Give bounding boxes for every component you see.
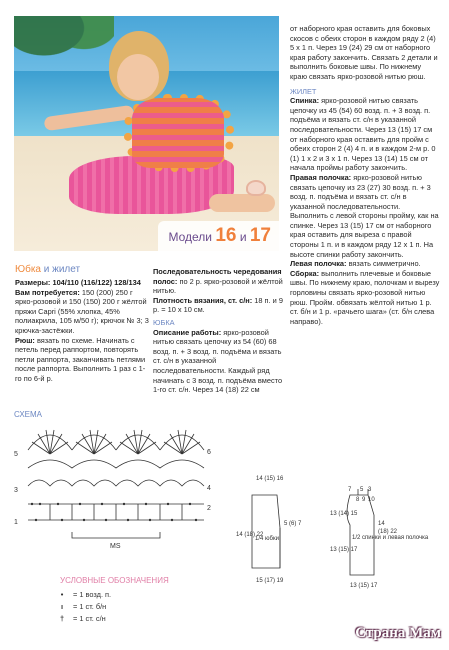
back-text: ярко-розовой нитью связать цепочку из 45 (54) 60 возд. п. + 3 возд. п. подъёма и вязать ст. с/н в указанной последовательности. Через 13 (15) 17 см от наборного края оставить для пройм с обеих сторон 2 (4) 4 п. и в каждом 2-м р. 0 (1) 1 x 2 и 3 x 1 п. Через 13 (14) 15 см от начала проймы работу закончить.: [290, 96, 436, 173]
models-badge: [158, 221, 279, 251]
vest-top-sub-3: 10: [368, 497, 375, 503]
vest-top-num-2: 5: [360, 487, 364, 493]
double-crochet-icon: †: [59, 614, 65, 623]
legend-title: УСЛОВНЫЕ ОБОЗНАЧЕНИЯ: [60, 576, 169, 585]
badge-number-2: 17: [249, 225, 271, 246]
palm-leaves: [14, 16, 114, 76]
row-label-5: 5: [14, 451, 18, 458]
crochet-schema-diagram: [10, 420, 215, 555]
right-intro: от наборного края оставить для боковых скосов с обеих сторон в каждом ряду 2 (4) 5 x 1 п. Через 19 (24) 29 см от наборного края работу закончить. Связать 2 детали и выполнить боковые швы. По нижнему краю связать ярко-розовой нитью рюш.: [290, 24, 438, 81]
row-label-1: 1: [14, 519, 18, 526]
legend-item: [55, 602, 106, 611]
ruche-paragraph: [15, 336, 150, 384]
badge-number-1: 16: [215, 225, 237, 246]
legend-item: [55, 590, 111, 599]
right-front-text: ярко-розовой нитью связать цепочку из 23 (27) 30 возд. п. + 3 возд. п. подъёма и вязать ст. с/н в указанной последовательности. Выполнить с левой стороны пройму, как на спинке. Через 13 (15) 17 см от наборного края оставить для выреза с правой стороны 1 п. и в каждом ряду 12 x 1 п. На высоте спинки работу закончить.: [290, 172, 439, 259]
skirt-width-top: 14 (15) 16: [256, 476, 284, 482]
description-paragraph: [153, 328, 283, 395]
legend-item-text: = 1 ст. с/н: [73, 614, 106, 623]
legend-item: [55, 614, 106, 623]
schema-title: СХЕМА: [14, 410, 42, 419]
left-front-label: Левая полочка:: [290, 259, 347, 269]
title-part-b: и жилет: [43, 264, 81, 275]
back-label: Спинка:: [290, 96, 320, 106]
ruche-text: вязать по схеме. Начинать с петель перед раппортом, повторять петли раппорта, заканчивать петлями после раппорта. Выполнить 1 раз с 1-го по 6-й р.: [15, 335, 146, 383]
child-legs: [209, 194, 275, 212]
sizes-label: Размеры:: [15, 278, 51, 287]
density-label: Плотность вязания, ст. с/н:: [153, 295, 253, 305]
vest-top-num-1: 7: [348, 487, 352, 493]
ruche-label: Рюш:: [15, 335, 35, 345]
skirt-width-bottom: 15 (17) 19: [256, 578, 284, 584]
row-label-2: 2: [207, 505, 211, 512]
page-title: [15, 264, 80, 275]
row-label-3: 3: [14, 487, 18, 494]
stripes-label: Последовательность чередования полос:: [153, 267, 282, 286]
left-front-text: вязать симметрично.: [348, 259, 421, 269]
description-label: Описание работы:: [153, 327, 222, 337]
assembly-text: выполнить плечевые и боковые швы. По нижнему краю, полочкам и вырезу горловины связать ярко-розовой нитью рюш. Пройм. обвязать жёлтой нитью 1 р. ст. б/н и 1 р. «рачьего шага» (ст. б/н слева направо).: [290, 268, 440, 326]
vest-top-sub-2: 9: [362, 497, 366, 503]
assembly-paragraph: [290, 269, 440, 327]
assembly-label: Сборка:: [290, 268, 320, 278]
materials-label: Вам потребуется:: [15, 287, 80, 297]
skirt-height-left: 14 (18) 22: [236, 532, 264, 538]
striped-vest: [132, 98, 224, 168]
chain-stitch-icon: •: [60, 590, 64, 599]
skirt-section-title: ЮБКА: [153, 317, 175, 327]
legend-item-text: = 1 ст. б/н: [73, 602, 107, 611]
vest-top-sub-1: 8: [356, 497, 360, 503]
badge-and: и: [239, 230, 247, 244]
right-front-label: Правая полочка:: [290, 172, 352, 182]
right-column-text: [290, 24, 440, 326]
stripes-paragraph: [153, 267, 283, 296]
ms-label: MS: [110, 543, 121, 550]
legend-item-text: = 1 возд. п.: [73, 590, 112, 599]
child-face: [117, 54, 159, 100]
hero-photo: [14, 16, 279, 251]
vest-upper-height: 13 (14) 15: [330, 511, 358, 517]
density-paragraph: [153, 296, 283, 315]
vest-pattern-diagram: [330, 485, 429, 590]
stripes-text: по 2 р. ярко-розовой и жёлтой нитью.: [153, 276, 283, 296]
middle-column-text: [153, 267, 283, 395]
left-front-paragraph: [290, 259, 440, 269]
vest-section-title: ЖИЛЕТ: [290, 86, 317, 96]
right-front-paragraph: [290, 173, 440, 259]
sizes-paragraph: [15, 278, 150, 288]
density-text: 18 п. и 9 р. = 10 x 10 см.: [153, 295, 283, 315]
skirt-pattern-diagram: [232, 470, 307, 595]
vest-part-label: 1/2 спинки и левая полочка: [352, 535, 429, 541]
title-part-a: Юбка: [15, 264, 41, 275]
vest-top-num-3: 3: [368, 487, 372, 493]
sizes-value: 104/110 (116/122) 128/134: [52, 278, 141, 287]
row-label-4: 4: [207, 485, 211, 492]
materials-text: 150 (200) 250 г ярко-розовой и 150 (150) 200 г жёлтой пряжи Capri (55% хлопка, 45% полиакрила, 105 м/50 г); крючок № 3; 3 крючка-застёжки.: [15, 287, 149, 335]
description-text: ярко-розовой нитью связать цепочку из 54 (60) 68 возд. п. + 3 возд. п. подъёма и вязать ст. с/н в указанной последовательности. Каждый ряд начинать с 3 возд. п. подъёма вместо 1-го ст. с/н. Через 14 (18) 22 см: [153, 327, 283, 395]
vest-side-right-a: 14: [378, 521, 385, 527]
single-crochet-icon: ı: [60, 602, 64, 611]
badge-prefix: Модели: [168, 230, 212, 244]
vest-side-right-b: (18) 22: [378, 529, 398, 535]
materials-paragraph: [15, 288, 150, 336]
row-label-6: 6: [207, 449, 211, 456]
vest-back-paragraph: [290, 96, 440, 173]
skirt-part-label: 1/4 юбки: [255, 536, 279, 542]
left-column-text: [15, 278, 150, 384]
site-watermark: Страна Мам: [355, 625, 441, 641]
vest-width-bottom: 13 (15) 17: [350, 583, 378, 589]
seashell: [246, 180, 266, 196]
vest-lower-height: 13 (15) 17: [330, 547, 358, 553]
skirt-side-height: 5 (6) 7: [284, 521, 302, 527]
